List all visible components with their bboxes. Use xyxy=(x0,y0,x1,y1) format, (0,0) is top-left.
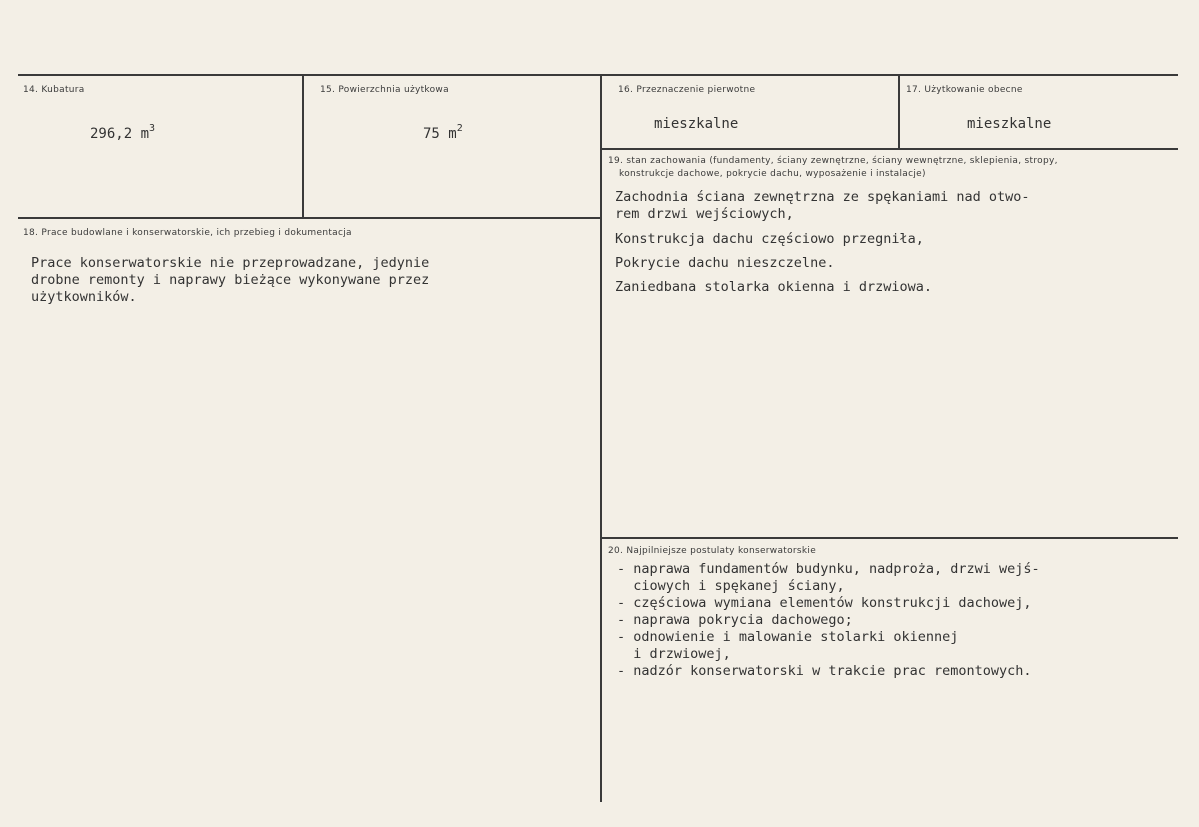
field20-line: - częściowa wymiana elementów konstrukcji dachowej, xyxy=(617,595,1032,611)
field17-label: 17. Użytkowanie obecne xyxy=(906,85,1023,95)
field18-line: drobne remonty i naprawy bieżące wykonywane przez xyxy=(31,272,430,288)
field18-label: 18. Prace budowlane i konserwatorskie, ich przebieg i dokumentacja xyxy=(23,228,352,238)
row1-bottom-rule-right xyxy=(601,148,1178,150)
divider-14-15 xyxy=(302,74,304,218)
field14-value-text: 296,2 m xyxy=(90,126,150,142)
field19-line: Konstrukcja dachu częściowo przegniła, xyxy=(615,231,924,247)
field20-line: - naprawa fundamentów budynku, nadproża, drzwi wejś- xyxy=(617,561,1040,577)
field15-value-text: 75 m xyxy=(423,126,457,142)
center-divider xyxy=(600,74,602,802)
field20-line: - naprawa pokrycia dachowego; xyxy=(617,612,853,628)
field19-line: rem drzwi wejściowych, xyxy=(615,206,794,222)
field18-line: Prace konserwatorskie nie przeprowadzane, jedynie xyxy=(31,255,430,271)
field20-line: i drzwiowej, xyxy=(617,646,731,662)
field17-value: mieszkalne xyxy=(967,116,1052,132)
field19-line: Pokrycie dachu nieszczelne. xyxy=(615,255,835,271)
top-rule xyxy=(18,74,1178,76)
field19-line: Zachodnia ściana zewnętrzna ze spękaniami nad otwo- xyxy=(615,189,1030,205)
field16-label: 16. Przeznaczenie pierwotne xyxy=(618,85,756,95)
field15-unit-sup: 2 xyxy=(456,123,463,134)
field15-value xyxy=(423,120,463,143)
field20-line: ciowych i spękanej ściany, xyxy=(617,578,845,594)
field20-line: - nadzór konserwatorski w trakcie prac remontowych. xyxy=(617,663,1032,679)
field19-label-line1: 19. stan zachowania (fundamenty, ściany zewnętrzne, ściany wewnętrzne, sklepienia, stropy, xyxy=(608,156,1058,166)
field14-value xyxy=(90,120,155,143)
field16-value: mieszkalne xyxy=(654,116,739,132)
field19-line: Zaniedbana stolarka okienna i drzwiowa. xyxy=(615,279,932,295)
row1-bottom-rule-left xyxy=(18,217,601,219)
divider-16-17 xyxy=(898,74,900,149)
field20-top-rule xyxy=(601,537,1178,539)
field15-label: 15. Powierzchnia użytkowa xyxy=(320,85,449,95)
field20-line: - odnowienie i malowanie stolarki okiennej xyxy=(617,629,959,645)
field14-unit-sup: 3 xyxy=(149,123,156,134)
field14-label: 14. Kubatura xyxy=(23,85,85,95)
field20-label: 20. Najpilniejsze postulaty konserwatorskie xyxy=(608,546,817,556)
field19-label-line2: konstrukcje dachowe, pokrycie dachu, wyposażenie i instalacje) xyxy=(619,169,926,179)
field18-line: użytkowników. xyxy=(31,289,137,305)
